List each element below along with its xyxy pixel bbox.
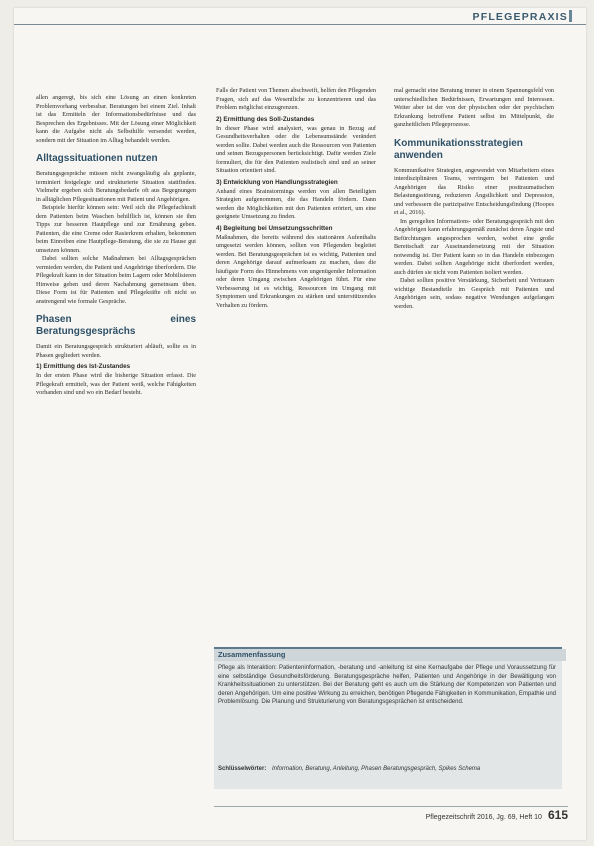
journal-page xyxy=(14,8,586,840)
subheading: 2) Ermittlung des Soll-Zustandes xyxy=(216,115,315,123)
subheading: 3) Entwicklung von Handlungsstrategien xyxy=(216,178,338,186)
paragraph: Kommunikative Strategien, angewendet von Mitarbeitern eines interdisziplinären Teams, verringern bei Patienten und Angehörigen das Risiko einer posttraumatischen Belastungsstörung, reduzieren Ängstlichkeit und Depression, und verbessern die partizipative Entscheidungsfindung (Hoopes et al., 2016). xyxy=(394,166,554,216)
keywords-list: Information, Beratung, Anleitung, Phasen Beratungsgespräch, Spikes Schema xyxy=(272,766,481,772)
keywords-label: Schlüsselwörter: xyxy=(218,766,267,772)
section-label: PFLEGEPRAXIS xyxy=(472,11,568,23)
section-heading: Kommunikationsstrategien anwenden xyxy=(394,137,523,161)
paragraph: allen angeregt, bis sich eine Lösung an einen konkreten Problemvorhang verbessbar. Beratungen bei einem Ziel. Inhalt ist das Ermitteln der Informationsbedürfnisse und das Besprechen des Ergebnisses. Mit der Lösung einer Möglichkeit kann die Aufgabe nicht als Selbsthilfe versendet werden, sondern mit der Situation im Alltag behandelt werden. xyxy=(36,94,196,144)
page-footer xyxy=(426,808,568,822)
summary-text: Pflege als Interaktion: Patienteninformation, -beratung und -anleitung ist eine Kernaufgabe der Pflege und Voraussetzung für eine selbständige Gesundheitsförderung. Beratungsgespräche helfen, Patienten und Angehörige in der Bewältigung von Krankheitssituationen zu unterstützen. Bei der Beratung geht es auch um die Stärkung der Kompetenzen von Patienten und deren Angehörigen. Um eine positive Wirkung zu erreichen, benötigen Pflegende Fähigkeiten in Kommunikation, Empathie und Problemlösung. Die Planung und Strukturierung von Beratungsgesprächen ist entscheidend. xyxy=(218,665,556,706)
paragraph: Damit ein Beratungsgespräch strukturiert abläuft, sollte es in Phasen gegliedert werden. xyxy=(36,343,196,359)
paragraph: Beratungsgespräche müssen nicht zwangsläufig als geplante, terminiert festgelegte und strukturierte Situation stattfinden. Vielmehr ergeben sich Beratungsbedarfe oft aus Begegnungen in alltäglichen Pflegesituationen mit Patient und Angehörigen. xyxy=(36,170,196,203)
text-column-2 xyxy=(216,87,376,310)
section-heading: Alltagssituationen nutzen xyxy=(36,153,158,164)
paragraph: Beispiele hierfür können sein: Weil sich die Pflegefachkraft dem Patienten beim Waschen behilflich ist, können sie ihm Tipps zur besseren Hautpflege und zur Ernährung geben. Patienten, die eine Creme oder Rasierkrem erhalten, bekommen beim Einreiben eine Hautpflege-Beratung, die sie zu Hause gut umsetzen können. xyxy=(36,204,196,254)
page-number: 615 xyxy=(547,808,568,822)
paragraph: Dabei sollten solche Maßnahmen bei Alltagsgesprächen vermieden werden, die Patient und Angehörige überfordern. Die Pflegekraft kann in der Situation beim Lagern oder Mobilisieren Hinweise geben und deren Nachahmung gemeinsam üben. Diese Form ist für Patienten und Pflegekräfte oft nicht so anstrengend wie formale Gespräche. xyxy=(36,255,196,305)
text-column-1 xyxy=(36,94,196,398)
keywords xyxy=(218,765,556,774)
paragraph: In der ersten Phase wird die bisherige Situation erfasst. Die Pflegekraft ermittelt, was der Patient weiß, welche Fähigkeiten vorhanden sind und wo ein Bedarf besteht. xyxy=(36,372,196,396)
header-rule xyxy=(14,24,586,25)
section-heading: Phasen eines Beratungsgesprächs xyxy=(36,314,196,337)
summary-title: Zusammenfassung xyxy=(214,649,566,661)
subheading: 4) Begleitung bei Umsetzungsschritten xyxy=(216,224,333,232)
journal-logo xyxy=(569,10,580,22)
paragraph: Maßnahmen, die bereits während des stationären Aufenthalts umgesetzt werden können, sollten von Pflegenden begleitet werden. Bei Beratungsgesprächen ist es wichtig, Patienten und deren Angehörige darauf aufmerksam zu machen, dass die häufigste Form des Hinnehmens von ungenügender Information oder deren Umgang zwischen Angehörigen führt. Für eine Verbesserung ist es wichtig, Ressourcen im Umgang mit Symptomen und Erkrankungen zu stärken und unterstützendes Verhalten zu fördern. xyxy=(216,233,376,309)
paragraph: mal gemacht eine Beratung immer in einem Spannungsfeld von unterschiedlichen Bedürfnissen, Erwartungen und Interessen. Weiter aber ist der von der physischen oder der psychischen Erkrankung betroffene Patient selbst im Mittelpunkt, die ganzheitlichen Pflegeprozesse. xyxy=(394,87,554,128)
journal-citation: Pflegezeitschrift 2016, Jg. 69, Heft 10 xyxy=(425,814,542,821)
paragraph: Falls der Patient von Themen abschweift, helfen den Pflegenden Fragen, sich auf das Wesentliche zu konzentrieren und das Problem möglichst einzugrenzen. xyxy=(216,87,376,111)
subheading: 1) Ermittlung des Ist-Zustandes xyxy=(36,363,131,370)
text-column-3 xyxy=(394,87,554,311)
paragraph: Im geregelten Informations- oder Beratungsgespräch mit den Angehörigen kann erfahrungsgemäß zunächst deren Ängste und Befürchtungen angesprochen werden, wobei eine große Bereitschaft zur Auseinandersetzung mit der Situation notwendig ist. Der Patient kann so in das Handeln einbezogen werden. Dabei sollten Angehörige nicht überfordert werden, auch dürfen sie nicht vom Patienten isoliert werden. xyxy=(394,217,554,276)
footer-rule xyxy=(214,806,568,807)
paragraph: In dieser Phase wird analysiert, was genau in Bezug auf Gesundheitsverhalten oder die Lebensumstände verändert werden sollte. Dabei werden auch die Ressourcen von Patienten und seinen Bezugspersonen berücksichtigt. Dafür werden Ziele formuliert, die für den Patienten realistisch sind und an seiner Situation orientiert sind. xyxy=(216,124,376,174)
paragraph: Dabei sollten positive Verstärkung, Sicherheit und Vertrauen wichtige Bestandteile im Gespräch mit Patienten und Angehörigen sein, sodass negative Wendungen aufgefangen werden. xyxy=(394,277,554,310)
paragraph: Anhand eines Brainstormings werden von allen Beteiligten Strategien aufgenommen, die das Handeln fördern. Dann werden die Möglichkeiten mit den Patienten erörtert, um eine geeignete Umsetzung zu finden. xyxy=(216,187,376,220)
summary-box xyxy=(214,647,562,789)
